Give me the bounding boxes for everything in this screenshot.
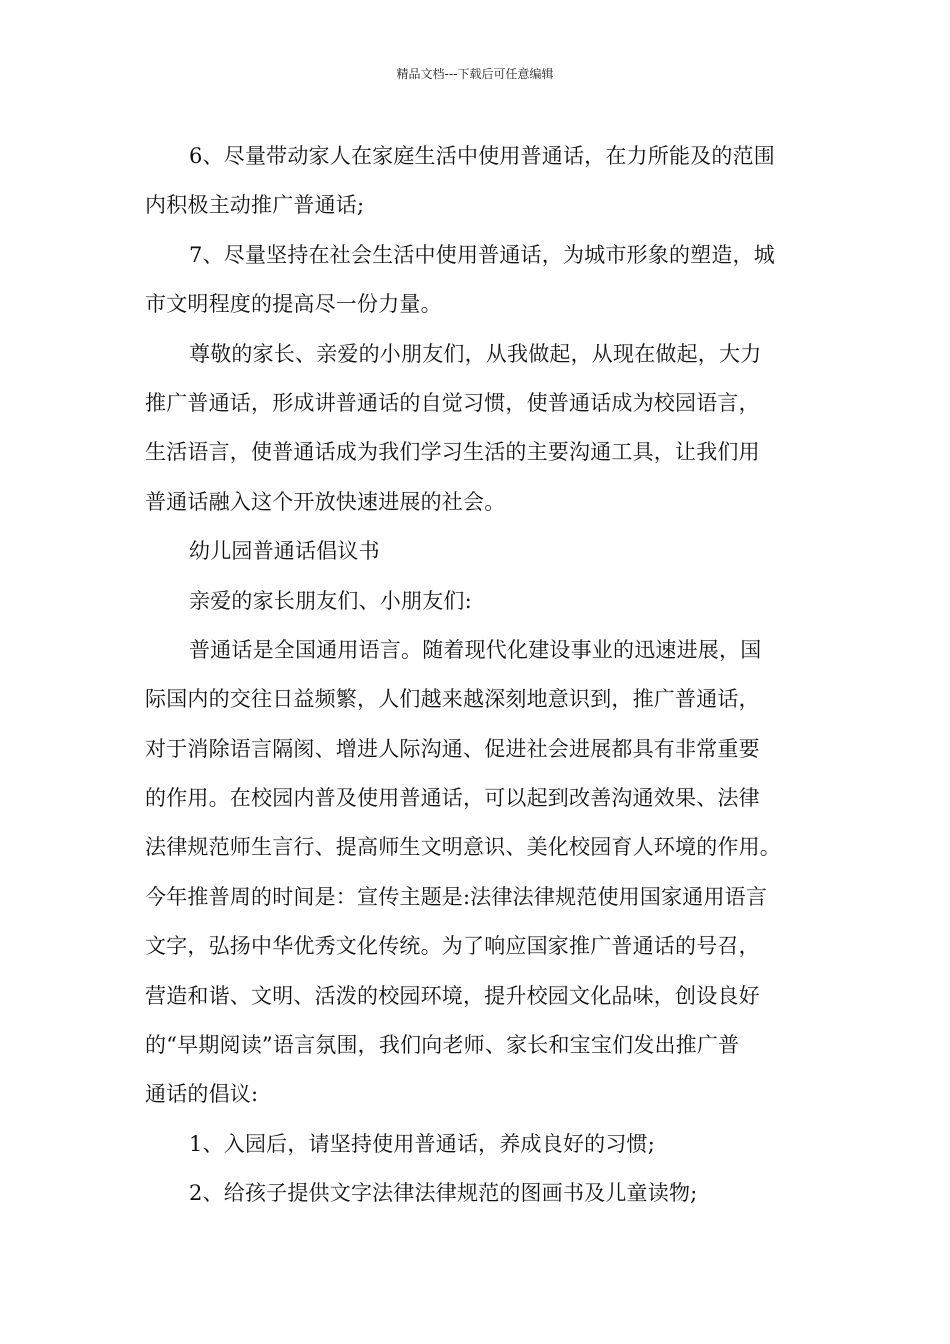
text-line: 对于消除语言隔阂、增进人际沟通、促进社会进展都具有非常重要 (145, 736, 760, 761)
text-line: 的“早期阅读”语言氛围，我们向老师、家长和宝宝们发出推广普 (145, 1033, 740, 1058)
text-line: 1、入园后，请坚持使用普通话，养成良好的习惯; (189, 1131, 656, 1156)
document-body (145, 132, 809, 1219)
text-line: 市文明程度的提高尽一份力量。 (145, 292, 442, 317)
text-line: 普通话融入这个开放快速进展的社会。 (145, 489, 506, 514)
text-line: 亲爱的家长朋友们、小朋友们: (189, 588, 472, 613)
text-line: 文字，弘扬中华优秀文化传统。为了响应国家推广普通话的号召， (145, 934, 760, 959)
text-line: 尊敬的家长、亲爱的小朋友们，从我做起，从现在做起，大力 (189, 341, 762, 366)
text-line: 通话的倡议: (145, 1082, 259, 1107)
text-line: 的作用。在校园内普及使用普通话，可以起到改善沟通效果、法律 (145, 786, 760, 811)
text-line: 幼儿园普通话倡议书 (189, 539, 380, 564)
text-line: 营造和谐、文明、活泼的校园环境，提升校园文化品味，创设良好 (145, 983, 760, 1008)
text-line: 生活语言，使普通话成为我们学习生活的主要沟通工具，让我们用 (145, 440, 760, 465)
text-line: 法律规范师生言行、提高师生文明意识、美化校园育人环境的作用。 (145, 835, 781, 860)
text-line: 6、尽量带动家人在家庭生活中使用普通话，在力所能及的范围 (189, 144, 775, 168)
text-line: 7、尽量坚持在社会生活中使用普通话，为城市形象的塑造，城 (189, 242, 775, 267)
text-line: 普通话是全国通用语言。随着现代化建设事业的迅速进展，国 (189, 637, 762, 662)
page-header: 精品文档---下载后可任意编辑 (396, 67, 554, 81)
text-line: 2、给孩子提供文字法律法律规范的图画书及儿童读物; (189, 1181, 698, 1206)
text-line: 今年推普周的时间是：宣传主题是:法律法律规范使用国家通用语言 (145, 884, 768, 909)
text-line: 际国内的交往日益频繁，人们越来越深刻地意识到，推广普通话， (145, 687, 760, 712)
text-line: 推广普通话，形成讲普通话的自觉习惯，使普通话成为校园语言， (145, 390, 760, 415)
text-line: 内积极主动推广普通话; (145, 193, 365, 218)
